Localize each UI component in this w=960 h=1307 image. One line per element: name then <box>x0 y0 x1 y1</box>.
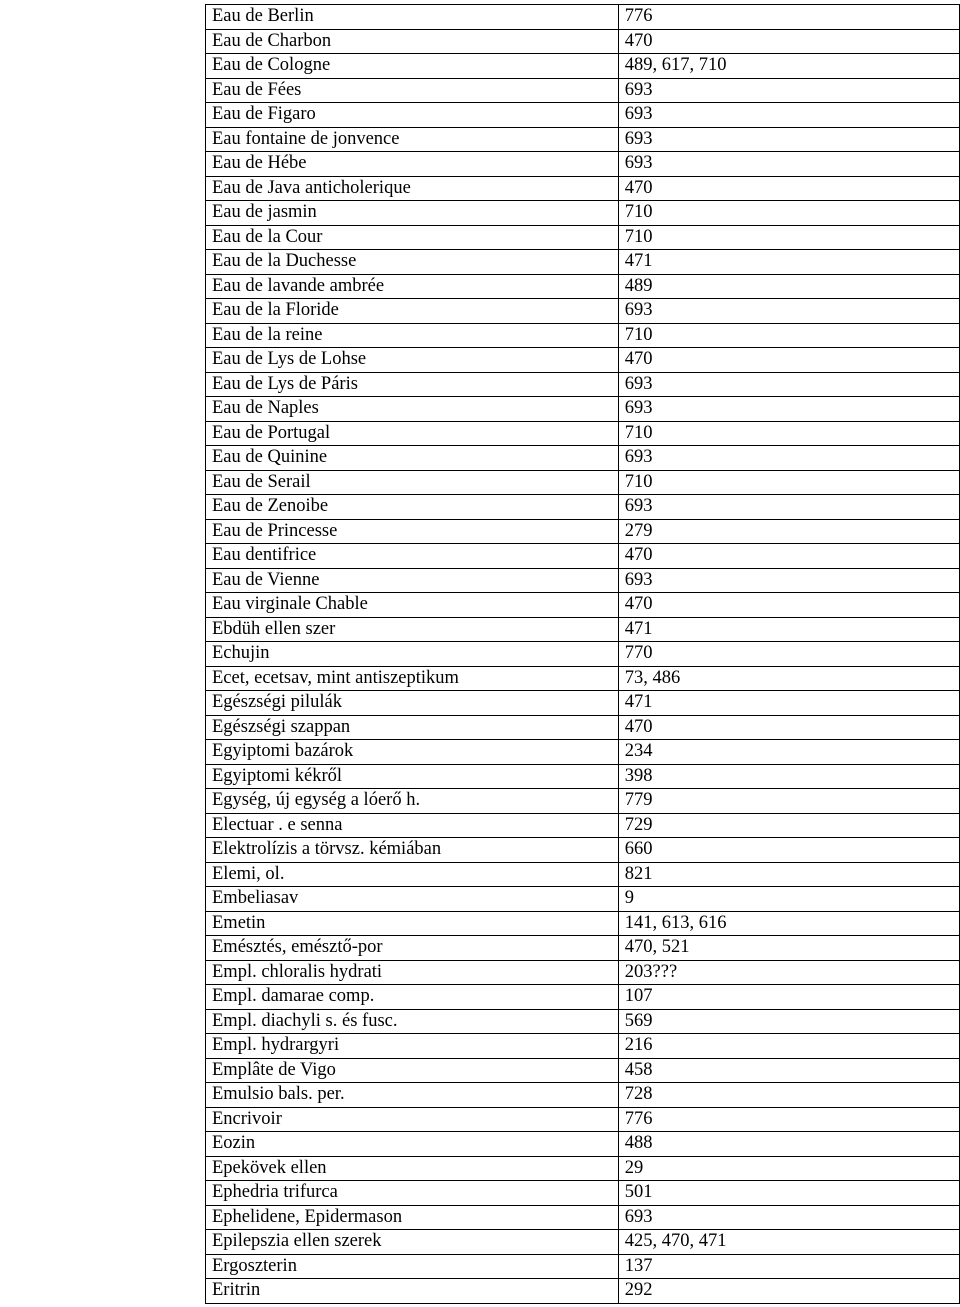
term-cell: Eau de Lys de Páris <box>206 372 619 397</box>
page-number-cell: 279 <box>618 519 959 544</box>
page-number-cell: 470 <box>618 348 959 373</box>
term-cell: Empl. hydrargyri <box>206 1034 619 1059</box>
term-cell: Eau fontaine de jonvence <box>206 127 619 152</box>
table-row <box>206 348 960 373</box>
table-row <box>206 862 960 887</box>
table-row <box>206 446 960 471</box>
table-row <box>206 593 960 618</box>
page-number-cell: 770 <box>618 642 959 667</box>
table-row <box>206 1034 960 1059</box>
table-row <box>206 887 960 912</box>
term-cell: Eau de Naples <box>206 397 619 422</box>
page-number-cell: 728 <box>618 1083 959 1108</box>
term-cell: Egyiptomi bazárok <box>206 740 619 765</box>
table-row <box>206 470 960 495</box>
term-cell: Eau de jasmin <box>206 201 619 226</box>
term-cell: Ebdüh ellen szer <box>206 617 619 642</box>
page-number-cell: 9 <box>618 887 959 912</box>
table-row <box>206 544 960 569</box>
table-row <box>206 1058 960 1083</box>
term-cell: Egészségi szappan <box>206 715 619 740</box>
term-cell: Eau de Zenoibe <box>206 495 619 520</box>
term-cell: Eau de Princesse <box>206 519 619 544</box>
table-row <box>206 421 960 446</box>
index-table-body <box>206 5 960 1304</box>
term-cell: Eau de Portugal <box>206 421 619 446</box>
page-number-cell: 710 <box>618 225 959 250</box>
page-number-cell: 425, 470, 471 <box>618 1230 959 1255</box>
term-cell: Eau dentifrice <box>206 544 619 569</box>
page-number-cell: 471 <box>618 691 959 716</box>
term-cell: Eau de Figaro <box>206 103 619 128</box>
term-cell: Eau de Serail <box>206 470 619 495</box>
page-number-cell: 203??? <box>618 960 959 985</box>
page-number-cell: 471 <box>618 617 959 642</box>
table-row <box>206 1181 960 1206</box>
term-cell: Epekövek ellen <box>206 1156 619 1181</box>
page-number-cell: 821 <box>618 862 959 887</box>
term-cell: Eau de Quinine <box>206 446 619 471</box>
page-number-cell: 776 <box>618 5 959 30</box>
term-cell: Eau de la reine <box>206 323 619 348</box>
table-row <box>206 1132 960 1157</box>
table-row <box>206 838 960 863</box>
table-row <box>206 642 960 667</box>
table-row <box>206 519 960 544</box>
term-cell: Eau de Cologne <box>206 54 619 79</box>
page-number-cell: 693 <box>618 103 959 128</box>
page-number-cell: 470 <box>618 593 959 618</box>
page-number-cell: 776 <box>618 1107 959 1132</box>
table-row <box>206 1205 960 1230</box>
page-number-cell: 710 <box>618 201 959 226</box>
table-row <box>206 1107 960 1132</box>
page-number-cell: 501 <box>618 1181 959 1206</box>
term-cell: Empl. damarae comp. <box>206 985 619 1010</box>
term-cell: Eau de lavande ambrée <box>206 274 619 299</box>
table-row <box>206 299 960 324</box>
index-table <box>205 4 960 1304</box>
page-number-cell: 660 <box>618 838 959 863</box>
table-row <box>206 103 960 128</box>
page-number-cell: 73, 486 <box>618 666 959 691</box>
term-cell: Empl. diachyli s. és fusc. <box>206 1009 619 1034</box>
term-cell: Eau de la Cour <box>206 225 619 250</box>
table-row <box>206 740 960 765</box>
page-number-cell: 693 <box>618 78 959 103</box>
table-row <box>206 691 960 716</box>
table-row <box>206 617 960 642</box>
table-row <box>206 29 960 54</box>
term-cell: Eau de la Floride <box>206 299 619 324</box>
table-row <box>206 568 960 593</box>
table-row <box>206 1230 960 1255</box>
table-row <box>206 225 960 250</box>
table-row <box>206 274 960 299</box>
term-cell: Eau de Vienne <box>206 568 619 593</box>
term-cell: Ephelidene, Epidermason <box>206 1205 619 1230</box>
page-number-cell: 107 <box>618 985 959 1010</box>
term-cell: Eozin <box>206 1132 619 1157</box>
term-cell: Ergoszterin <box>206 1254 619 1279</box>
term-cell: Emulsio bals. per. <box>206 1083 619 1108</box>
table-row <box>206 764 960 789</box>
table-row <box>206 985 960 1010</box>
table-row <box>206 789 960 814</box>
table-row <box>206 78 960 103</box>
term-cell: Egység, új egység a lóerő h. <box>206 789 619 814</box>
term-cell: Eau de Lys de Lohse <box>206 348 619 373</box>
page-number-cell: 458 <box>618 1058 959 1083</box>
term-cell: Egyiptomi kékről <box>206 764 619 789</box>
page-number-cell: 569 <box>618 1009 959 1034</box>
page-number-cell: 216 <box>618 1034 959 1059</box>
page-number-cell: 29 <box>618 1156 959 1181</box>
table-row <box>206 323 960 348</box>
term-cell: Eau de Java anticholerique <box>206 176 619 201</box>
page-number-cell: 470 <box>618 715 959 740</box>
table-row <box>206 495 960 520</box>
term-cell: Elemi, ol. <box>206 862 619 887</box>
table-row <box>206 176 960 201</box>
table-row <box>206 1254 960 1279</box>
term-cell: Eau de la Duchesse <box>206 250 619 275</box>
term-cell: Eau de Hébe <box>206 152 619 177</box>
term-cell: Eau virginale Chable <box>206 593 619 618</box>
page-number-cell: 693 <box>618 299 959 324</box>
term-cell: Elektrolízis a törvsz. kémiában <box>206 838 619 863</box>
page-number-cell: 489 <box>618 274 959 299</box>
page-number-cell: 693 <box>618 127 959 152</box>
table-row <box>206 372 960 397</box>
page-number-cell: 710 <box>618 470 959 495</box>
page-number-cell: 398 <box>618 764 959 789</box>
term-cell: Ephedria trifurca <box>206 1181 619 1206</box>
page-number-cell: 693 <box>618 495 959 520</box>
term-cell: Eau de Fées <box>206 78 619 103</box>
table-row <box>206 715 960 740</box>
page-number-cell: 693 <box>618 152 959 177</box>
page-number-cell: 693 <box>618 397 959 422</box>
term-cell: Egészségi pilulák <box>206 691 619 716</box>
table-row <box>206 1156 960 1181</box>
term-cell: Echujin <box>206 642 619 667</box>
term-cell: Emplâte de Vigo <box>206 1058 619 1083</box>
table-row <box>206 1279 960 1304</box>
page-number-cell: 292 <box>618 1279 959 1304</box>
table-row <box>206 960 960 985</box>
page-number-cell: 693 <box>618 446 959 471</box>
page-number-cell: 470 <box>618 29 959 54</box>
term-cell: Ecet, ecetsav, mint antiszeptikum <box>206 666 619 691</box>
term-cell: Emésztés, emésztő-por <box>206 936 619 961</box>
table-row <box>206 813 960 838</box>
table-row <box>206 936 960 961</box>
page-number-cell: 693 <box>618 568 959 593</box>
term-cell: Eau de Berlin <box>206 5 619 30</box>
page-number-cell: 470, 521 <box>618 936 959 961</box>
table-row <box>206 250 960 275</box>
page-number-cell: 693 <box>618 372 959 397</box>
term-cell: Encrivoir <box>206 1107 619 1132</box>
table-row <box>206 666 960 691</box>
term-cell: Emetin <box>206 911 619 936</box>
page-number-cell: 489, 617, 710 <box>618 54 959 79</box>
table-row <box>206 911 960 936</box>
page-number-cell: 729 <box>618 813 959 838</box>
table-row <box>206 201 960 226</box>
term-cell: Electuar . e senna <box>206 813 619 838</box>
page-number-cell: 710 <box>618 421 959 446</box>
term-cell: Eau de Charbon <box>206 29 619 54</box>
table-row <box>206 5 960 30</box>
term-cell: Epilepszia ellen szerek <box>206 1230 619 1255</box>
page-number-cell: 234 <box>618 740 959 765</box>
term-cell: Empl. chloralis hydrati <box>206 960 619 985</box>
table-row <box>206 397 960 422</box>
page-number-cell: 137 <box>618 1254 959 1279</box>
page-number-cell: 141, 613, 616 <box>618 911 959 936</box>
table-row <box>206 1083 960 1108</box>
term-cell: Eritrin <box>206 1279 619 1304</box>
term-cell: Embeliasav <box>206 887 619 912</box>
page-number-cell: 470 <box>618 544 959 569</box>
page-number-cell: 471 <box>618 250 959 275</box>
page-number-cell: 693 <box>618 1205 959 1230</box>
table-row <box>206 127 960 152</box>
page-number-cell: 779 <box>618 789 959 814</box>
table-row <box>206 54 960 79</box>
page-number-cell: 710 <box>618 323 959 348</box>
page-number-cell: 470 <box>618 176 959 201</box>
page-number-cell: 488 <box>618 1132 959 1157</box>
table-row <box>206 152 960 177</box>
table-row <box>206 1009 960 1034</box>
